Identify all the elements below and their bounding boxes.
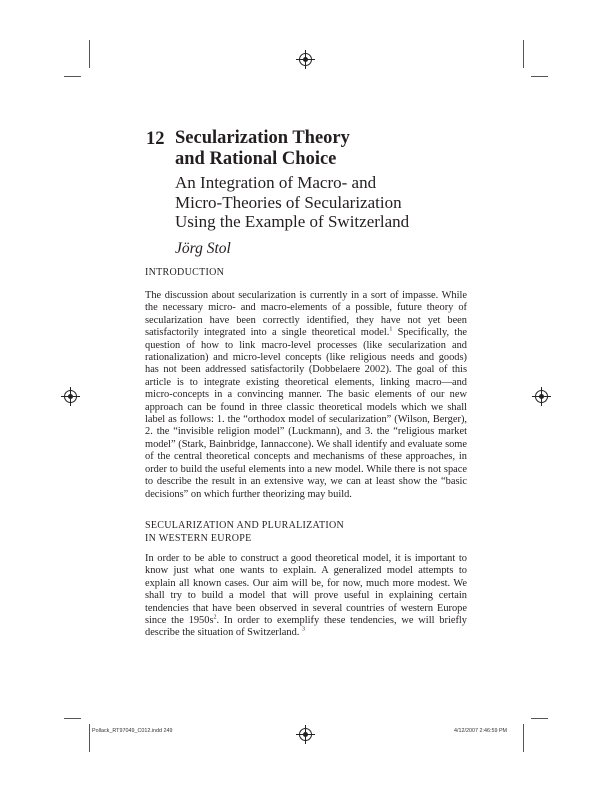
chapter-title (175, 128, 475, 170)
section-heading-line: SECULARIZATION AND PLURALIZATION (145, 520, 345, 531)
crop-mark (64, 718, 81, 719)
author-name: Jörg Stol (175, 240, 231, 257)
paragraph-text: The discussion about secularization is currently in a sort of impasse. While the necessary micro- and macro-elements of a possible, future theory of secularization have been correctly identified, they have not yet been satisfactorily integrated into a single theoretical model. (145, 290, 467, 339)
crop-mark (64, 76, 81, 77)
crop-mark (531, 76, 548, 77)
paragraph-text: In order to be able to construct a good theoretical model, it is important to know just what one wants to explain. A generalized model attempts to explain all known cases. Our aim will be, for now, much more modest. We shall try to build a model that will prove useful in explaining certain tendencies that have been observed in several countries of western Europe since the 1950s (145, 553, 467, 627)
registration-mark-icon (64, 390, 77, 403)
registration-mark-icon (535, 390, 548, 403)
crop-mark (523, 724, 524, 752)
slug-file-info: Pollack_RT97049_C012.indd 249 (92, 728, 173, 734)
chapter-title-line: and Rational Choice (175, 149, 337, 169)
chapter-subtitle (175, 173, 495, 232)
paragraph-text: . In order to exemplify these tendencies, we will briefly describe the situation of Switzerland. (145, 615, 467, 639)
paragraph-text: Specifically, the question of how to link macro-level processes (like secularization and rationalization) and micro-level concepts (like religious needs and goods) has not been addressed satisfactorily (Dobbelaere 2002). The goal of this article is to integrate existing theoretical elements, linking macro—and micro-concepts in a convincing manner. The basic elements of our new approach can be found in three classic theoretical models which we shall label as follows: 1. the “orthodox model of secularization” (Wilson, Berger), 2. the “invisible religion model” (Luckmann), and 3. the “religious market model” (Stark, Bainbridge, Iannaccone). We shall identify and evaluate some of the central theoretical concepts and mechanisms of these approaches, in order to build the useful elements into a new model. While there is not space to describe the result in an extensive way, we can at least show the “basic decisions” on which further theorizing may build. (145, 327, 467, 500)
registration-mark-icon (299, 53, 312, 66)
chapter-subtitle-line: An Integration of Macro- and (175, 173, 377, 192)
section-heading-line: IN WESTERN EUROPE (145, 533, 252, 544)
chapter-number: 12 (146, 129, 165, 149)
chapter-subtitle-line: Using the Example of Switzerland (175, 212, 410, 231)
crop-mark (531, 718, 548, 719)
section-heading (145, 519, 344, 545)
footnote-ref[interactable]: 3 (301, 626, 305, 633)
footnote-ref[interactable]: 2 (213, 614, 217, 621)
section-heading-line: INTRODUCTION (145, 267, 225, 278)
crop-mark (89, 40, 90, 68)
body-paragraph (145, 290, 467, 501)
crop-mark (523, 40, 524, 68)
registration-mark-icon (299, 728, 312, 741)
body-paragraph (145, 553, 467, 640)
chapter-title-line: Secularization Theory (175, 128, 350, 148)
chapter-subtitle-line: Micro-Theories of Secularization (175, 192, 402, 212)
slug-timestamp: 4/12/2007 2:46:59 PM (454, 728, 508, 734)
crop-mark (89, 724, 90, 752)
section-heading (145, 266, 224, 279)
footnote-ref[interactable]: 1 (389, 326, 393, 333)
